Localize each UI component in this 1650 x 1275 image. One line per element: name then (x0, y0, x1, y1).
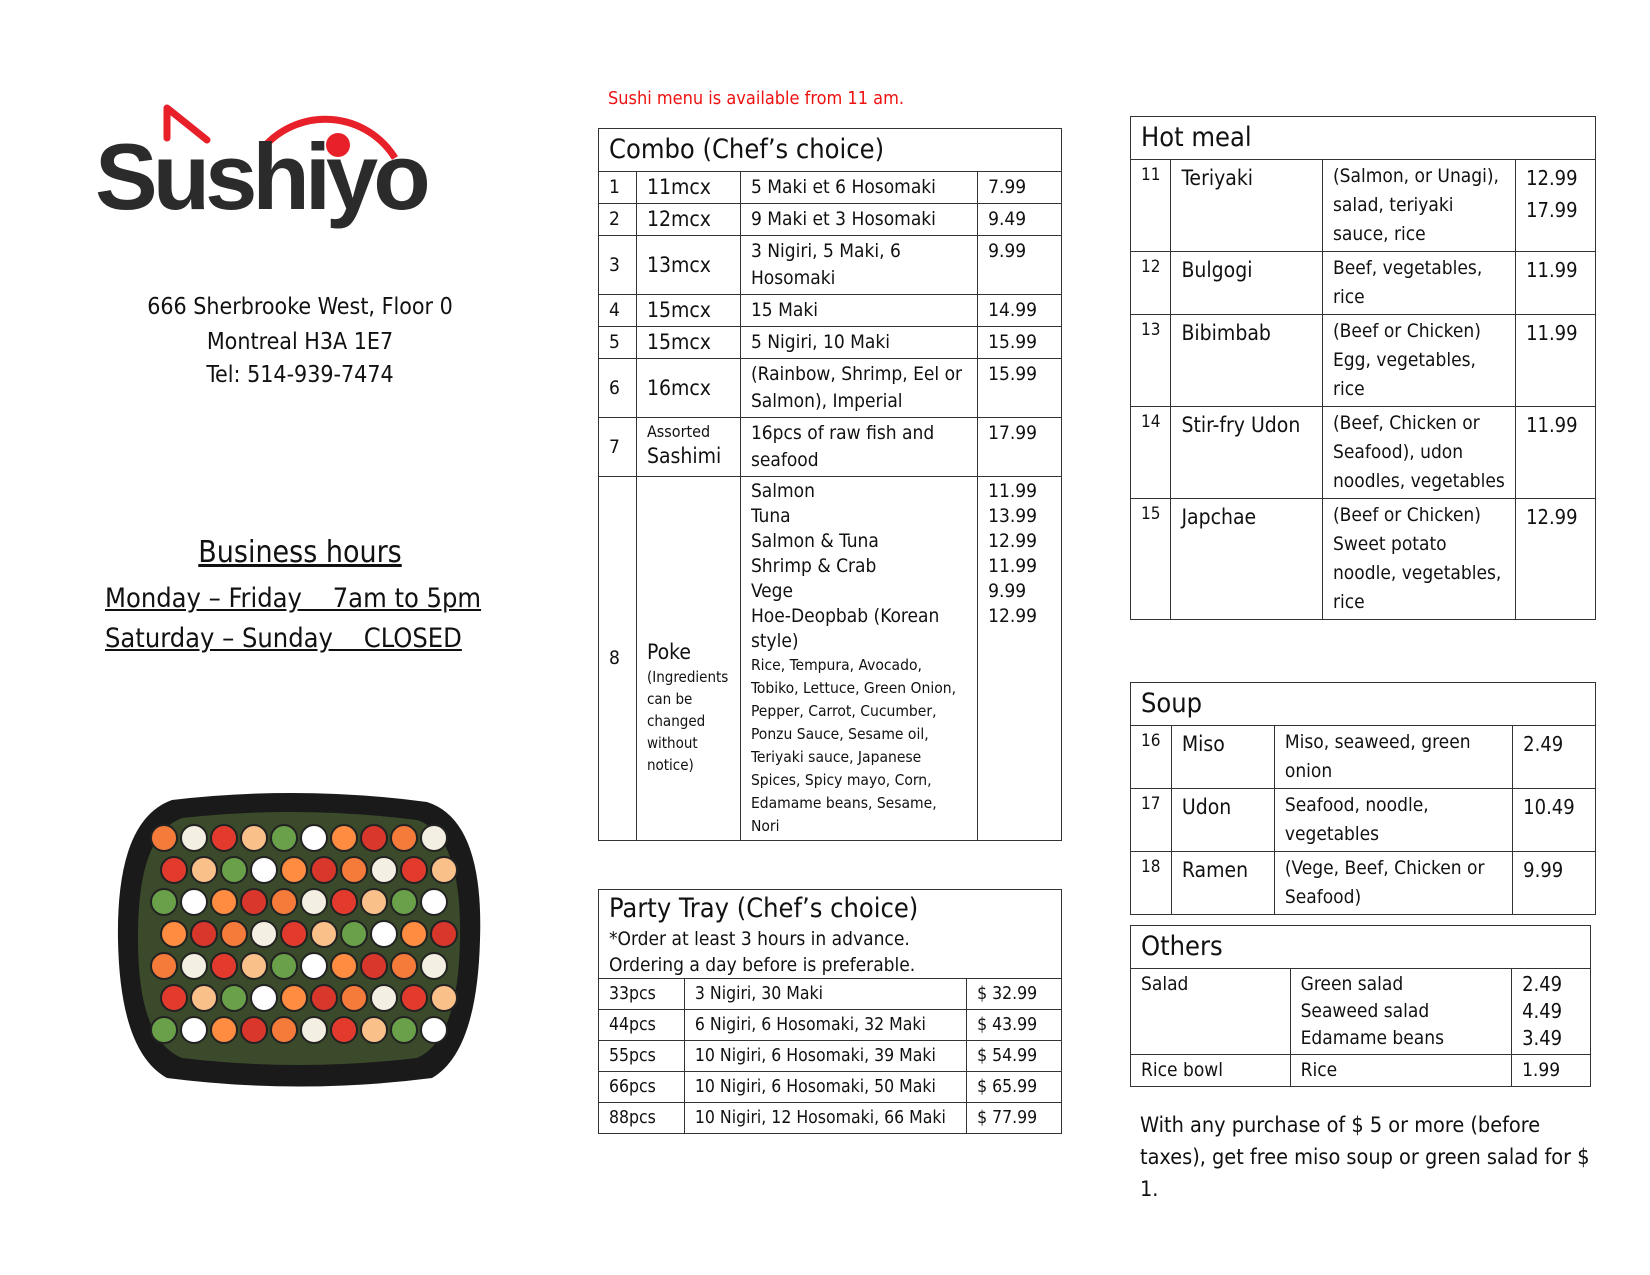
sushi-piece (251, 985, 277, 1011)
salad-item: Edamame beans (1300, 1027, 1445, 1049)
sushi-piece (391, 1017, 417, 1043)
rice-bowl-desc: Rice (1290, 1055, 1511, 1087)
sushi-piece (251, 921, 277, 947)
hot-meal-price: 11.99 (1526, 413, 1578, 437)
combo-row (599, 295, 1062, 327)
salad-price: 3.49 (1522, 1026, 1563, 1050)
sushi-piece (161, 921, 187, 947)
address-line2: Montreal H3A 1E7 (206, 329, 394, 355)
hot-meal-price: 11.99 (1526, 321, 1578, 345)
soup-row (1131, 726, 1596, 789)
combo-code: 11mcx (636, 172, 740, 204)
sushi-piece (361, 953, 387, 979)
sushi-piece (421, 953, 447, 979)
hot-meal-row (1131, 499, 1596, 620)
combo-no: 5 (599, 327, 637, 359)
sushi-piece (391, 825, 417, 851)
party-title: Party Tray (Chef’s choice) (609, 893, 919, 924)
party-row (599, 1010, 1062, 1041)
sushi-piece (301, 825, 327, 851)
sushi-piece (271, 889, 297, 915)
salad-price: 4.49 (1522, 999, 1563, 1023)
party-pcs: 55pcs (599, 1041, 685, 1072)
sushi-piece (401, 857, 427, 883)
combo-row (599, 359, 1062, 418)
hot-meal-name: Japchae (1171, 499, 1323, 620)
sushi-piece (151, 889, 177, 915)
party-pcs: 88pcs (599, 1103, 685, 1134)
poke-price: 9.99 (988, 580, 1027, 602)
salad-item: Seaweed salad (1300, 1000, 1430, 1022)
sushi-piece (361, 825, 387, 851)
poke-ingredients: Rice, Tempura, Avocado, Tobiko, Lettuce, Green Onion, Pepper, Carrot, Cucumber, Ponzu Sauce, Sesame oil, Teriyaki sauce, Japanese Spices, Spicy mayo, Corn, Edamame beans, Sesame, Nori (750, 656, 957, 835)
sushi-piece (341, 985, 367, 1011)
brand-name: Sushiyo (95, 124, 426, 229)
party-price: $ 77.99 (967, 1103, 1062, 1134)
sushi-piece (151, 825, 177, 851)
sushi-piece (181, 825, 207, 851)
combo-row (599, 172, 1062, 204)
hot-meal-desc: (Beef, Chicken or Seafood), udon noodles, vegetables (1322, 407, 1515, 499)
combo-desc: 9 Maki et 3 Hosomaki (740, 204, 977, 236)
soup-desc: Miso, seaweed, green onion (1274, 726, 1512, 789)
party-row (599, 1041, 1062, 1072)
combo-desc: 3 Nigiri, 5 Maki, 6 Hosomaki (740, 236, 977, 295)
party-price: $ 32.99 (967, 979, 1062, 1010)
hours-weekday: Monday – Friday 7am to 5pm (105, 583, 482, 614)
combo-code: 15mcx (636, 295, 740, 327)
combo-price: 9.49 (978, 204, 1062, 236)
sushi-piece (331, 1017, 357, 1043)
sushi-piece (301, 889, 327, 915)
hot-meal-desc: (Salmon, or Unagi), salad, teriyaki sauce, rice (1322, 160, 1515, 252)
salad-row (1131, 969, 1591, 1055)
combo-code-cell (636, 418, 740, 477)
poke-option: Tuna (750, 505, 791, 527)
party-pcs: 33pcs (599, 979, 685, 1010)
sushi-piece (421, 825, 447, 851)
combo-no: 2 (599, 204, 637, 236)
party-price: $ 43.99 (967, 1010, 1062, 1041)
soup-price: 10.49 (1513, 789, 1596, 852)
sushi-piece (311, 857, 337, 883)
sushi-piece (161, 857, 187, 883)
combo-no: 6 (599, 359, 637, 418)
sushi-piece (371, 857, 397, 883)
combo-row (599, 327, 1062, 359)
sushi-piece (371, 985, 397, 1011)
soup-name: Miso (1171, 726, 1274, 789)
combo-desc: 5 Maki et 6 Hosomaki (740, 172, 977, 204)
party-desc: 10 Nigiri, 6 Hosomaki, 50 Maki (684, 1072, 966, 1103)
sushi-piece (281, 921, 307, 947)
combo-code: 12mcx (636, 204, 740, 236)
business-hours-title: Business hours (198, 535, 402, 570)
promo-footer: With any purchase of $ 5 or more (before taxes), get free miso soup or green salad for $ 1. (1140, 1113, 1590, 1202)
combo-desc: 5 Nigiri, 10 Maki (740, 327, 977, 359)
poke-option: Salmon & Tuna (750, 530, 879, 552)
hours-weekend: Saturday – Sunday CLOSED (105, 623, 462, 654)
combo-no: 1 (599, 172, 637, 204)
sushi-piece (341, 921, 367, 947)
sushi-piece (271, 953, 297, 979)
salad-price: 2.49 (1522, 972, 1563, 996)
combo-price: 15.99 (978, 359, 1062, 418)
soup-desc: Seafood, noodle, vegetables (1274, 789, 1512, 852)
poke-name: Poke (646, 640, 691, 664)
combo-desc: 15 Maki (740, 295, 977, 327)
party-desc: 10 Nigiri, 12 Hosomaki, 66 Maki (684, 1103, 966, 1134)
combo-no: 4 (599, 295, 637, 327)
sushi-piece (181, 889, 207, 915)
hot-meal-row (1131, 407, 1596, 499)
sushi-piece (221, 921, 247, 947)
combo-code: 13mcx (636, 236, 740, 295)
combo-desc: (Rainbow, Shrimp, Eel or Salmon), Imperial (740, 359, 977, 418)
hot-meal-price-alt: 17.99 (1526, 198, 1578, 222)
salad-item: Green salad (1300, 973, 1404, 995)
hot-meal-name: Stir-fry Udon (1171, 407, 1323, 499)
sushi-piece (431, 985, 457, 1011)
sushi-piece (311, 985, 337, 1011)
poke-option: Shrimp & Crab (750, 555, 877, 577)
poke-no: 8 (599, 477, 637, 841)
hot-meal-price-cell (1516, 160, 1596, 252)
sushi-piece (271, 825, 297, 851)
hot-meal-no: 13 (1131, 315, 1171, 407)
combo-code: 16mcx (636, 359, 740, 418)
combo-row (599, 204, 1062, 236)
sushi-piece (241, 825, 267, 851)
combo-code-top: Assorted (646, 422, 711, 441)
soup-no: 16 (1131, 726, 1172, 789)
poke-option: Vege (750, 580, 794, 602)
soup-row (1131, 852, 1596, 915)
soup-price: 2.49 (1513, 726, 1596, 789)
sushi-piece (421, 889, 447, 915)
combo-no: 3 (599, 236, 637, 295)
combo-price: 14.99 (978, 295, 1062, 327)
sushi-piece (391, 889, 417, 915)
hot-meal-name: Teriyaki (1171, 160, 1323, 252)
party-price: $ 54.99 (967, 1041, 1062, 1072)
combo-price: 9.99 (978, 236, 1062, 295)
hot-meal-desc: Beef, vegetables, rice (1322, 252, 1515, 315)
sushi-tray-image (112, 790, 487, 1090)
sushi-piece (361, 1017, 387, 1043)
soup-title: Soup (1131, 683, 1596, 726)
hot-meal-price-cell (1516, 499, 1596, 620)
phone-number: Tel: 514-939-7474 (206, 362, 394, 388)
hot-meal-desc: (Beef or Chicken) Egg, vegetables, rice (1322, 315, 1515, 407)
party-pcs: 44pcs (599, 1010, 685, 1041)
sushi-availability-notice: Sushi menu is available from 11 am. (608, 88, 904, 109)
sushi-piece (301, 1017, 327, 1043)
sushi-piece (391, 953, 417, 979)
sushi-piece (361, 889, 387, 915)
hot-meal-price-cell (1516, 315, 1596, 407)
poke-price: 11.99 (988, 480, 1037, 502)
rice-bowl-price: 1.99 (1512, 1055, 1591, 1087)
poke-option: Hoe-Deopbab (Korean style) (750, 605, 940, 652)
combo-code: 15mcx (636, 327, 740, 359)
sushi-piece (431, 857, 457, 883)
hot-meal-no: 15 (1131, 499, 1171, 620)
poke-option: Salmon (750, 480, 815, 502)
sushi-piece (211, 825, 237, 851)
sushi-piece (331, 825, 357, 851)
combo-code: Sashimi (646, 444, 722, 468)
soup-desc: (Vege, Beef, Chicken or Seafood) (1274, 852, 1512, 915)
combo-row (599, 418, 1062, 477)
combo-row (599, 236, 1062, 295)
combo-price: 17.99 (978, 418, 1062, 477)
party-note2: Ordering a day before is preferable. (609, 954, 916, 976)
sushi-piece (241, 1017, 267, 1043)
poke-price: 13.99 (988, 505, 1037, 527)
soup-name: Udon (1171, 789, 1274, 852)
sushi-piece (161, 985, 187, 1011)
rice-bowl-name: Rice bowl (1131, 1055, 1291, 1087)
rice-bowl-row (1131, 1055, 1591, 1087)
sushi-piece (251, 857, 277, 883)
sushi-piece (341, 857, 367, 883)
party-pcs: 66pcs (599, 1072, 685, 1103)
sushi-piece (311, 921, 337, 947)
hot-meal-desc: (Beef or Chicken) Sweet potato noodle, vegetables, rice (1322, 499, 1515, 620)
hot-meal-title: Hot meal (1131, 117, 1596, 160)
sushi-piece (181, 1017, 207, 1043)
sushi-piece (191, 857, 217, 883)
sushi-piece (211, 889, 237, 915)
soup-price: 9.99 (1513, 852, 1596, 915)
combo-price: 7.99 (978, 172, 1062, 204)
hot-meal-price: 11.99 (1526, 258, 1578, 282)
party-desc: 3 Nigiri, 30 Maki (684, 979, 966, 1010)
sushi-piece (431, 921, 457, 947)
party-row (599, 1103, 1062, 1134)
poke-price: 12.99 (988, 605, 1037, 627)
sushi-piece (421, 1017, 447, 1043)
combo-table (598, 128, 1062, 841)
hot-meal-price: 12.99 (1526, 166, 1578, 190)
others-title: Others (1131, 926, 1591, 969)
hot-meal-price-cell (1516, 252, 1596, 315)
hot-meal-table (1130, 116, 1596, 620)
others-table (1130, 925, 1591, 1087)
sushi-piece (191, 985, 217, 1011)
soup-table (1130, 682, 1596, 915)
combo-price: 15.99 (978, 327, 1062, 359)
hot-meal-no: 12 (1131, 252, 1171, 315)
sushi-piece (401, 921, 427, 947)
salad-name: Salad (1131, 969, 1291, 1055)
party-desc: 10 Nigiri, 6 Hosomaki, 39 Maki (684, 1041, 966, 1072)
sushi-piece (151, 1017, 177, 1043)
sushi-piece (271, 1017, 297, 1043)
sushi-piece (331, 889, 357, 915)
sushi-piece (301, 953, 327, 979)
party-desc: 6 Nigiri, 6 Hosomaki, 32 Maki (684, 1010, 966, 1041)
sushi-piece (151, 953, 177, 979)
poke-row (599, 477, 1062, 841)
sushi-piece (281, 985, 307, 1011)
sushiyo-logo (95, 100, 495, 260)
sushi-piece (371, 921, 397, 947)
hot-meal-name: Bibimbab (1171, 315, 1323, 407)
soup-no: 18 (1131, 852, 1172, 915)
sushi-piece (241, 889, 267, 915)
combo-no: 7 (599, 418, 637, 477)
sushi-piece (331, 953, 357, 979)
party-tray-table (598, 889, 1062, 1134)
hot-meal-row (1131, 315, 1596, 407)
sushi-piece (181, 953, 207, 979)
hot-meal-no: 14 (1131, 407, 1171, 499)
poke-price: 11.99 (988, 555, 1037, 577)
soup-row (1131, 789, 1596, 852)
soup-name: Ramen (1171, 852, 1274, 915)
combo-desc: 16pcs of raw fish and seafood (740, 418, 977, 477)
party-row (599, 979, 1062, 1010)
party-price: $ 65.99 (967, 1072, 1062, 1103)
poke-price: 12.99 (988, 530, 1037, 552)
hot-meal-name: Bulgogi (1171, 252, 1323, 315)
hot-meal-no: 11 (1131, 160, 1171, 252)
sushi-piece (221, 857, 247, 883)
party-note1: *Order at least 3 hours in advance. (609, 928, 910, 950)
sushi-piece (221, 985, 247, 1011)
sushi-piece (281, 857, 307, 883)
sushi-piece (211, 1017, 237, 1043)
hot-meal-row (1131, 160, 1596, 252)
sushi-piece (401, 985, 427, 1011)
party-row (599, 1072, 1062, 1103)
combo-title: Combo (Chef’s choice) (599, 129, 1062, 172)
sushi-piece (241, 953, 267, 979)
poke-note: (Ingredients can be changed without notice) (646, 668, 729, 774)
hot-meal-price-cell (1516, 407, 1596, 499)
sushi-piece (191, 921, 217, 947)
hot-meal-price: 12.99 (1526, 505, 1578, 529)
sushi-piece (211, 953, 237, 979)
hot-meal-row (1131, 252, 1596, 315)
address-line1: 666 Sherbrooke West, Floor 0 (147, 294, 453, 320)
soup-no: 17 (1131, 789, 1172, 852)
